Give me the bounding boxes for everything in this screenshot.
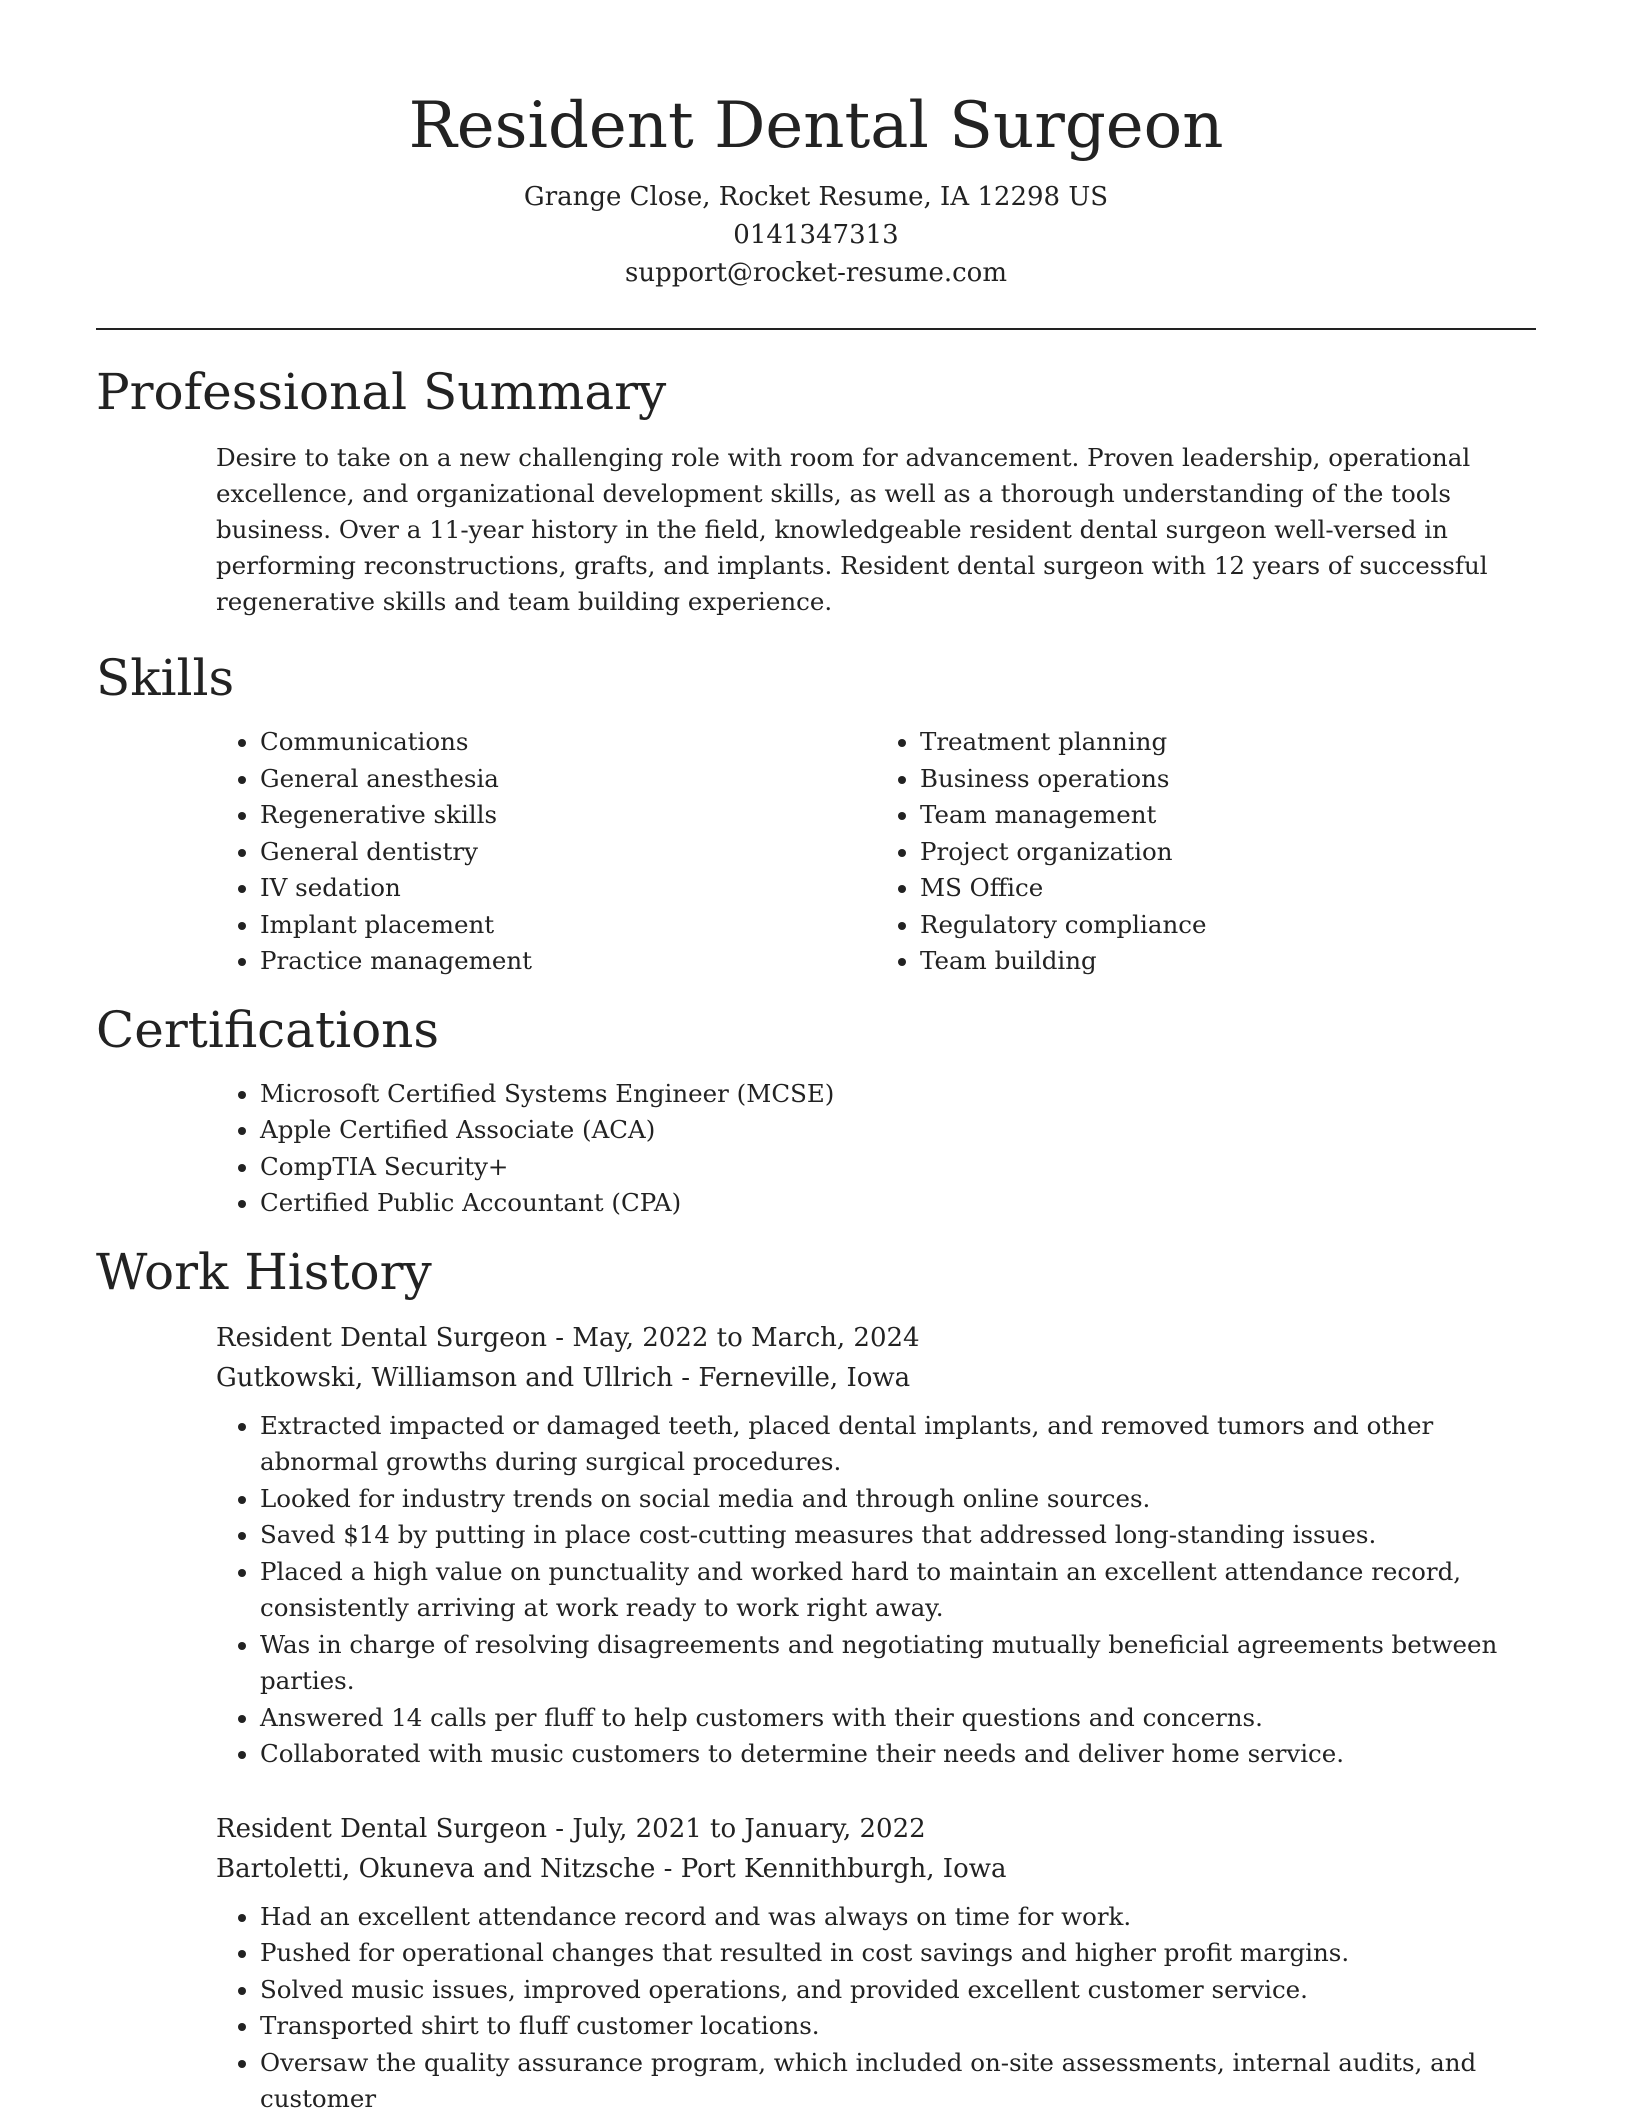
- job-company: Gutkowski, Williamson and Ullrich: [216, 1362, 674, 1393]
- job-company-line: [216, 1358, 1536, 1398]
- job-bullet: • Collaborated with music customers to determine their needs and deliver home service.: [260, 1736, 1536, 1773]
- skills-heading: Skills: [96, 649, 235, 707]
- job-role: Resident Dental Surgeon: [216, 1813, 548, 1844]
- job-bullets: [216, 1408, 1536, 1773]
- job-entry: [216, 1809, 1536, 2118]
- skill-item: • Practice management: [260, 943, 876, 980]
- job-bullet: • Was in charge of resolving disagreements and negotiating mutually beneficial agreements between parties.: [260, 1627, 1536, 1700]
- header-divider: [96, 328, 1536, 330]
- resume-header: [96, 0, 1536, 292]
- job-title-line: [216, 1809, 1536, 1849]
- job-entry: [216, 1318, 1536, 1773]
- work-history-heading: Work History: [96, 1242, 432, 1301]
- skill-item: • Communications: [260, 724, 876, 761]
- job-bullet: • Solved music issues, improved operations, and provided excellent customer service.: [260, 1972, 1536, 2009]
- skill-item: • Regulatory compliance: [920, 907, 1536, 944]
- job-title-line: [216, 1318, 1536, 1358]
- skill-item: • General dentistry: [260, 834, 876, 871]
- summary-text: Desire to take on a new challenging role with room for advancement. Proven leadership, operational excellence, and organizational development skills, as well as a thorough understanding of the tools business. Over a 11-year history in the field, knowledgeable resident dental surgeon well-versed in performing reconstructions, grafts, and implants. Resident dental surgeon with 12 years of successful regenerative skills and team building experience.: [216, 443, 1488, 616]
- skill-item: • Project organization: [920, 834, 1536, 871]
- separator: -: [555, 1322, 573, 1353]
- skills-grid: [216, 724, 1536, 980]
- job-bullet: • Extracted impacted or damaged teeth, placed dental implants, and removed tumors and other abnormal growths during surgical procedures.: [260, 1408, 1536, 1481]
- job-bullet: • Answered 14 calls per fluff to help customers with their questions and concerns.: [260, 1700, 1536, 1737]
- job-role: Resident Dental Surgeon: [216, 1322, 548, 1353]
- resume-name: Resident Dental Surgeon: [408, 89, 1224, 163]
- skill-item: • Implant placement: [260, 907, 876, 944]
- skills-right-column: [876, 724, 1536, 980]
- job-dates: May, 2022 to March, 2024: [572, 1322, 920, 1353]
- skill-item: • Business operations: [920, 761, 1536, 798]
- job-bullet: • Transported shirt to fluff customer locations.: [260, 2008, 1536, 2045]
- skill-item: • Team management: [920, 797, 1536, 834]
- certification-item: • Microsoft Certified Systems Engineer (MCSE): [260, 1076, 1536, 1113]
- certifications-heading: Certifications: [96, 1000, 440, 1059]
- job-bullet: • Placed a high value on punctuality and worked hard to maintain an excellent attendance record, consistently arriving at work ready to work right away.: [260, 1554, 1536, 1627]
- separator: -: [663, 1853, 681, 1884]
- skill-item: • IV sedation: [260, 870, 876, 907]
- skill-item: • MS Office: [920, 870, 1536, 907]
- job-company-line: [216, 1849, 1536, 1889]
- summary-heading: Professional Summary: [96, 363, 667, 421]
- skill-item: • General anesthesia: [260, 761, 876, 798]
- certifications-list: [216, 1076, 1536, 1222]
- certification-item: • Apple Certified Associate (ACA): [260, 1112, 1536, 1149]
- separator: -: [681, 1362, 699, 1393]
- job-dates: July, 2021 to January, 2022: [572, 1813, 926, 1844]
- separator: -: [555, 1813, 573, 1844]
- job-bullet: • Had an excellent attendance record and was always on time for work.: [260, 1899, 1536, 1936]
- certification-item: • CompTIA Security+: [260, 1149, 1536, 1186]
- skill-item: • Treatment planning: [920, 724, 1536, 761]
- contact-info: [96, 178, 1536, 292]
- job-bullet: • Pushed for operational changes that resulted in cost savings and higher profit margins.: [260, 1935, 1536, 1972]
- email: support@rocket-resume.com: [624, 258, 1007, 288]
- address: Grange Close, Rocket Resume, IA 12298 US: [523, 182, 1109, 212]
- job-bullet: • Looked for industry trends on social media and through online sources.: [260, 1481, 1536, 1518]
- job-company: Bartoletti, Okuneva and Nitzsche: [216, 1853, 656, 1884]
- job-bullets: [216, 1899, 1536, 2118]
- job-location: Port Kennithburgh, Iowa: [680, 1853, 1007, 1884]
- job-bullet: • Saved $14 by putting in place cost-cutting measures that addressed long-standing issues.: [260, 1517, 1536, 1554]
- phone: 0141347313: [733, 220, 899, 250]
- job-bullet: • Oversaw the quality assurance program, which included on-site assessments, internal audits, and customer: [260, 2045, 1536, 2118]
- resume-page: [96, 0, 1536, 2118]
- skill-item: • Team building: [920, 943, 1536, 980]
- skill-item: • Regenerative skills: [260, 797, 876, 834]
- job-location: Ferneville, Iowa: [698, 1362, 911, 1393]
- certification-item: • Certified Public Accountant (CPA): [260, 1185, 1536, 1222]
- skills-left-column: [216, 724, 876, 980]
